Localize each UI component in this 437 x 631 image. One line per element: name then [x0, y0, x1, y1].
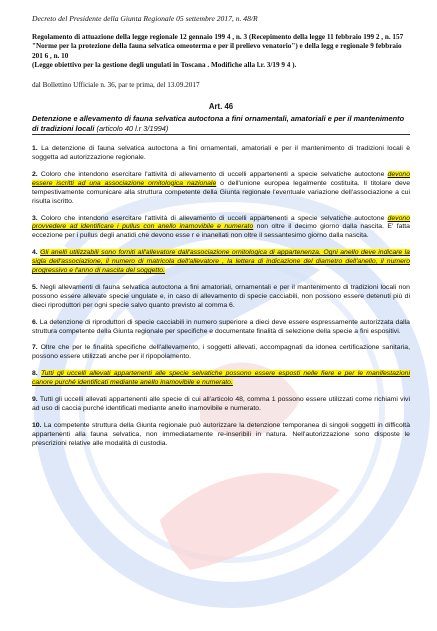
paragraph-number: 5. — [32, 283, 38, 291]
paragraph-number: 4. — [32, 249, 38, 257]
paragraph-9 — [32, 396, 410, 414]
paragraph-5 — [32, 284, 410, 311]
paragraph-number: 6. — [32, 318, 38, 326]
paragraph-text: La detenzione di fauna selvatica autoctona a fini ornamentali, amatoriali e per il mantenimento di tradizioni locali è soggetta ad autorizzazione regionale. — [32, 145, 411, 161]
bulletin-reference: dal Bollettino Ufficiale n. 36, par te prima, del 13.09.2017 — [32, 81, 200, 90]
regulation-title: Regolamento di attuazione della legge regionale 12 gennaio 199 4 , n. 3 (Recepimento della legge 11 febbraio 199 2 , n. 157 "Norme per la protezione della fauna selvatica omeoterma e per il prelievo venatorio") e della legg e regionale 9 febbraio 201 6 , n. 10 — [32, 33, 404, 60]
watermark-wing-red — [160, 473, 340, 570]
paragraph-2 — [32, 171, 410, 207]
paragraph-7 — [32, 344, 410, 362]
paragraph-3 — [32, 215, 410, 242]
paragraph-text: Oltre che per le finalità specifiche dell'allevamento, i soggetti allevati, accompagnati da idonea certificazione sanitaria, possono essere utilizzati anche per il ripopolamento. — [32, 344, 410, 361]
regulation-subtitle: (Legge obiettivo per la gestione degli ungulati in Toscana . Modifiche alla l.r. 3/19 9 4 ). — [32, 60, 297, 69]
document-content — [32, 14, 410, 457]
paragraph-text: Coloro che intendono esercitare l'attività di allevamento di uccelli appartenenti a specie selvatiche autoctone — [40, 170, 388, 178]
article-reference: (articolo 40 l.r 3/1994) — [96, 123, 169, 133]
paragraph-text: La detenzione di riproduttori di specie cacciabili in numero superiore a dieci deve essere espressamente autorizzata dalla struttura competente della Giunta regionale per specifiche e documentate finalità di selezione della specie a fini espositivi. — [32, 318, 410, 335]
paragraph-number: 3. — [32, 214, 38, 222]
paragraph-number: 7. — [32, 344, 38, 352]
highlighted-text: Gli anelli utilizzabili sono forniti all'allevatore dall'associazione ornitologica di appartenenza. Ogni anello deve indicare la sigla dell'associazione, il numero di matricola dell'allevatore , la lettera di indicazione del diametro dell'anello, il numero progressivo e l'anno di nascita del soggetto. — [32, 249, 410, 275]
paragraph-text: Tutti gli uccelli allevati appartenenti alle specie di cui all'articolo 48, comma 1 possono essere utilizzati come richiami vivi ad uso di caccia purché identificati mediante anello inamovibile e numerato. — [32, 396, 410, 413]
paragraph-text: non oltre il decimo giorno dalla nascita. E' fatta eccezione per i pullus degli anatidi che devono esse r e inanellati non oltre il sessantesimo giorno dalla nascita. — [32, 223, 410, 240]
paragraph-10 — [32, 422, 410, 449]
paragraph-text: Negli allevamenti di fauna selvatica autoctona a fini amatoriali, ornamentali e per il mantenimento di tradizioni locali non possono essere allevate specie ungulate e, in caso di allevamento di specie cacciabili, non possono essere detenuti più di dieci riproduttori per ogni specie salvo quanto previsto al comma 6. — [32, 283, 410, 309]
paragraph-number: 1. — [32, 145, 38, 153]
paragraph-8 — [32, 370, 410, 388]
article-number: Art. 46 — [208, 102, 234, 112]
paragraph-text: La competente struttura della Giunta regionale può autorizzare la detenzione temporanea di singoli soggetti in difficoltà appartenenti alla fauna selvatica, non immediatamente re-inseribili in natura. Nell'autorizzazione sono disposte le prescrizioni relative alle modalità di custodia. — [32, 421, 410, 447]
article-title-text: Detenzione e allevamento di fauna selvatica autoctona a fini ornamentali, amatoriali e per il mantenimento di tradizioni locali — [32, 114, 405, 133]
paragraph-text: Coloro che intendono esercitare l'attività di allevamento di uccelli appartenenti a specie selvatiche autoctone — [40, 214, 388, 222]
paragraph-6 — [32, 319, 410, 337]
paragraph-text: o dell'unione europea legalmente costituita. Il titolare deve tempestivamente comunicare alla struttura competente della Giunta regionale l'eventuale variazione dell'associazione a cui risulta iscritto. — [32, 179, 410, 205]
paragraph-4 — [32, 249, 410, 276]
paragraph-1 — [32, 145, 410, 163]
highlighted-text: devono essere iscritti ad una associazione ornitologica nazionale — [32, 170, 410, 187]
decree-header: Decreto del Presidente della Giunta Regionale 05 settembre 2017, n. 48/R — [32, 14, 258, 23]
highlighted-text: Tutti gli uccelli allevati appartenenti alle specie selvatiche possono essere esposti nelle fiere e per le manifestazioni canore purché identificati mediante anello inamovibile e numerato. — [32, 370, 410, 387]
paragraph-number: 8. — [32, 370, 38, 378]
paragraph-number: 10. — [32, 421, 42, 429]
article-title — [32, 114, 410, 135]
paragraph-number: 9. — [32, 396, 38, 404]
highlighted-text: devono provvedere ad identificare i pullus con anello inamovibile e numerato — [32, 214, 410, 231]
paragraph-number: 2. — [32, 170, 38, 178]
